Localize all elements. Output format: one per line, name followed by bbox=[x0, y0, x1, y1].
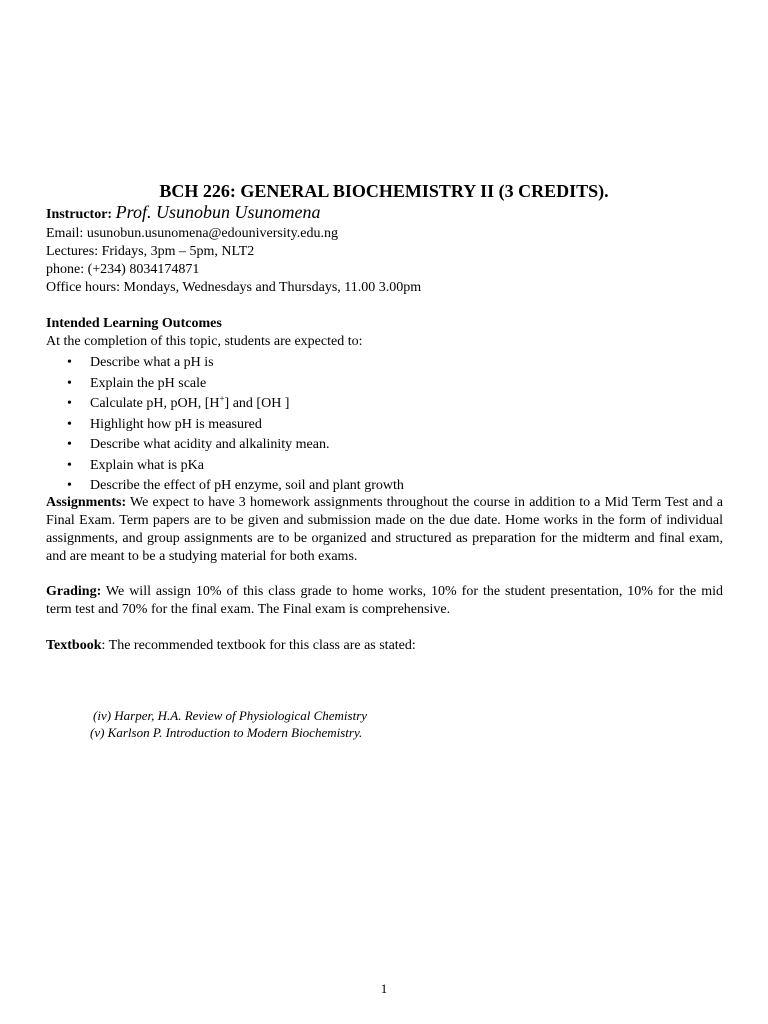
ilo-heading: Intended Learning Outcomes bbox=[46, 316, 222, 331]
bullet-icon: • bbox=[67, 416, 72, 432]
assignments-text: We expect to have 3 homework assignments throughout the course in addition to a Mid Term Test and a Final Exam. Term papers are to be given and submission made on the due date. Home works in the form of individual assignments, and group assignments are to be organized and structured as preparation for the midterm and final exam, and are meant to be a studying material for both exams. bbox=[46, 495, 723, 564]
learning-outcomes-section bbox=[46, 315, 723, 497]
email-line: Email: usunobun.usunomena@edouniversity.edu.ng bbox=[46, 226, 338, 241]
bullet-icon: • bbox=[67, 355, 72, 370]
list-item: • Calculate pH, pOH, [H+] and [OH ] bbox=[46, 394, 723, 415]
list-item: • Describe the effect of pH enzyme, soil and plant growth bbox=[46, 476, 723, 497]
grading-paragraph bbox=[46, 583, 723, 619]
reference-item: (v) Karlson P. Introduction to Modern Biochemistry. bbox=[90, 725, 363, 740]
office-hours-line: Office hours: Mondays, Wednesdays and Thursdays, 11.00 3.00pm bbox=[46, 280, 422, 295]
lectures-line: Lectures: Fridays, 3pm – 5pm, NLT2 bbox=[46, 244, 255, 259]
textbook-text: : The recommended textbook for this class are as stated: bbox=[101, 638, 416, 653]
bullet-icon: • bbox=[67, 375, 72, 391]
assignments-paragraph bbox=[46, 494, 723, 566]
instructor-line bbox=[46, 203, 723, 224]
bullet-icon: • bbox=[67, 437, 72, 452]
instructor-label: Instructor: bbox=[46, 207, 113, 222]
outcomes-list bbox=[46, 353, 723, 497]
superscript-plus: + bbox=[219, 393, 225, 404]
assignments-label: Assignments: bbox=[46, 495, 127, 510]
list-item: • Describe what acidity and alkalinity mean. bbox=[46, 435, 723, 456]
bullet-icon: • bbox=[67, 396, 72, 411]
list-item: • Explain what is pKa bbox=[46, 456, 723, 477]
instructor-name: Prof. Usunobun Usunomena bbox=[115, 202, 321, 222]
list-item: • Highlight how pH is measured bbox=[46, 415, 723, 436]
grading-label: Grading: bbox=[46, 584, 102, 599]
contact-info bbox=[46, 225, 723, 297]
ilo-intro: At the completion of this topic, students are expected to: bbox=[46, 334, 363, 349]
phone-line: phone: (+234) 8034174871 bbox=[46, 262, 200, 277]
page-number: 1 bbox=[380, 981, 388, 996]
list-item: • Explain the pH scale bbox=[46, 374, 723, 395]
bullet-icon: • bbox=[67, 457, 72, 473]
reference-item: (iv) Harper, H.A. Review of Physiological Chemistry bbox=[93, 708, 368, 723]
grading-text: We will assign 10% of this class grade to home works, 10% for the student presentation, 10% for the mid term test and 70% for the final exam. The Final exam is comprehensive. bbox=[46, 584, 723, 617]
list-item: • Describe what a pH is bbox=[46, 353, 723, 374]
references-list bbox=[90, 707, 367, 741]
textbook-paragraph bbox=[46, 637, 723, 655]
bullet-icon: • bbox=[67, 478, 72, 493]
course-title: BCH 226: GENERAL BIOCHEMISTRY II (3 CREDITS). bbox=[159, 181, 609, 201]
textbook-label: Textbook bbox=[46, 638, 102, 653]
